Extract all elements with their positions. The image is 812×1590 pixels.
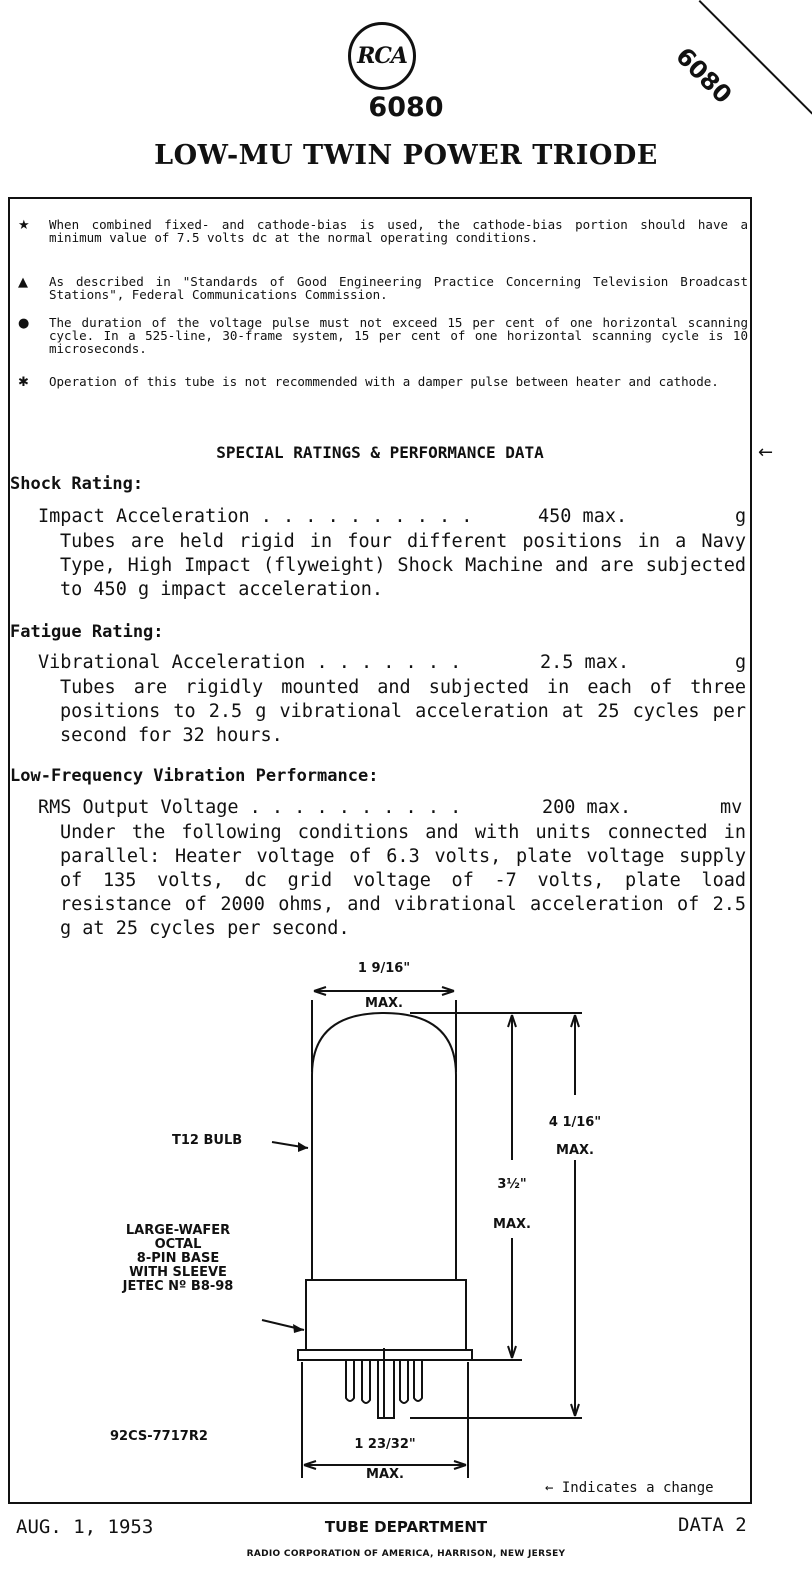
base-label-line: LARGE-WAFER (125, 1223, 231, 1238)
base-label-line: OCTAL (154, 1237, 202, 1252)
top-width-max-label: MAX. (365, 996, 403, 1011)
fatigue-param: Vibrational Acceleration . . . . . . . (38, 652, 462, 673)
bottom-width-label: 1 23/32" (354, 1437, 416, 1452)
footer-page-number: DATA 2 (678, 1514, 747, 1536)
base-label-line: JETEC Nº B8-98 (122, 1279, 234, 1294)
bottom-width-max-label: MAX. (366, 1467, 404, 1482)
base-label-line: WITH SLEEVE (129, 1265, 227, 1280)
fatigue-rating-heading: Fatigue Rating: (10, 622, 164, 642)
footer-department: TUBE DEPARTMENT (324, 1518, 488, 1536)
bulb-outline (312, 1013, 456, 1280)
star-icon: ★ (18, 218, 30, 233)
footnote-text: As described in "Standards of Good Engineering Practice Concerning Television Broadcast Stations", Federal Communications Commission. (49, 274, 748, 302)
outer-height-max-label: MAX. (556, 1143, 594, 1158)
vibration-unit: mv (720, 797, 743, 818)
base-label-line: 8-PIN BASE (136, 1251, 220, 1266)
fatigue-unit: g (735, 652, 747, 673)
corner-tab-label: 6080 (670, 42, 738, 110)
vibration-heading: Low-Frequency Vibration Performance: (10, 766, 379, 786)
asterisk-icon: ✱ (18, 375, 29, 390)
shock-rating-heading: Shock Rating: (10, 474, 144, 494)
page-title: LOW-MU TWIN POWER TRIODE (154, 140, 658, 171)
footer-company: RADIO CORPORATION OF AMERICA, HARRISON, NEW JERSEY (246, 1549, 566, 1559)
section-heading: SPECIAL RATINGS & PERFORMANCE DATA (216, 443, 544, 462)
vibration-value: 200 max. (542, 797, 632, 818)
footnote-text: When combined fixed- and cathode-bias is used, the cathode-bias portion should have a minimum value of 7.5 volts dc at the normal operating conditions. (49, 217, 748, 245)
shock-value: 450 max. (538, 506, 628, 527)
inner-height-max-label: MAX. (493, 1217, 531, 1232)
base-outline (306, 1280, 466, 1350)
top-width-label: 1 9/16" (357, 961, 411, 976)
inner-height-label: 3½" (497, 1177, 527, 1192)
fatigue-value: 2.5 max. (540, 652, 630, 673)
shock-param: Impact Acceleration . . . . . . . . . . (38, 506, 473, 527)
footnote-text: The duration of the voltage pulse must not exceed 15 per cent of one horizontal scanning cycle. In a 525-line, 30-frame system, 15 per cent of one horizontal scanning cycle is 10 microseconds. (49, 315, 748, 356)
footnote-text: Operation of this tube is not recommended with a damper pulse between heater and cathode. (49, 374, 719, 389)
drawing-number: 92CS-7717R2 (110, 1429, 208, 1444)
change-arrow-icon: ← (758, 442, 774, 463)
base-label (98, 1224, 258, 1294)
footer-date: AUG. 1, 1953 (16, 1516, 154, 1538)
shock-unit: g (735, 506, 747, 527)
fatigue-description: Tubes are rigidly mounted and subjected in each of three positions to 2.5 g vibrational acceleration at 25 cycles per second for 32 hours. (60, 677, 746, 746)
dot-icon: ● (18, 316, 30, 331)
vibration-description: Under the following conditions and with units connected in parallel: Heater voltage of 6.3 volts, plate voltage supply of 135 volts, dc grid voltage of -7 volts, plate load resistance of 2000 ohms, and vibrational acceleration of 2.5 g at 25 cycles per second. (60, 822, 746, 939)
triangle-icon: ▲ (18, 275, 28, 290)
bulb-label: T12 BULB (172, 1133, 243, 1148)
outer-height-label: 4 1/16" (548, 1115, 602, 1130)
logo-text: RCA (357, 43, 407, 69)
tube-number: 6080 (368, 92, 444, 123)
vibration-param: RMS Output Voltage . . . . . . . . . . (38, 797, 462, 818)
shock-description: Tubes are held rigid in four different positions in a Navy Type, High Impact (flyweight) Shock Machine and are subjected to 450 g impact acceleration. (60, 531, 746, 600)
change-note: ← Indicates a change (545, 1480, 714, 1496)
